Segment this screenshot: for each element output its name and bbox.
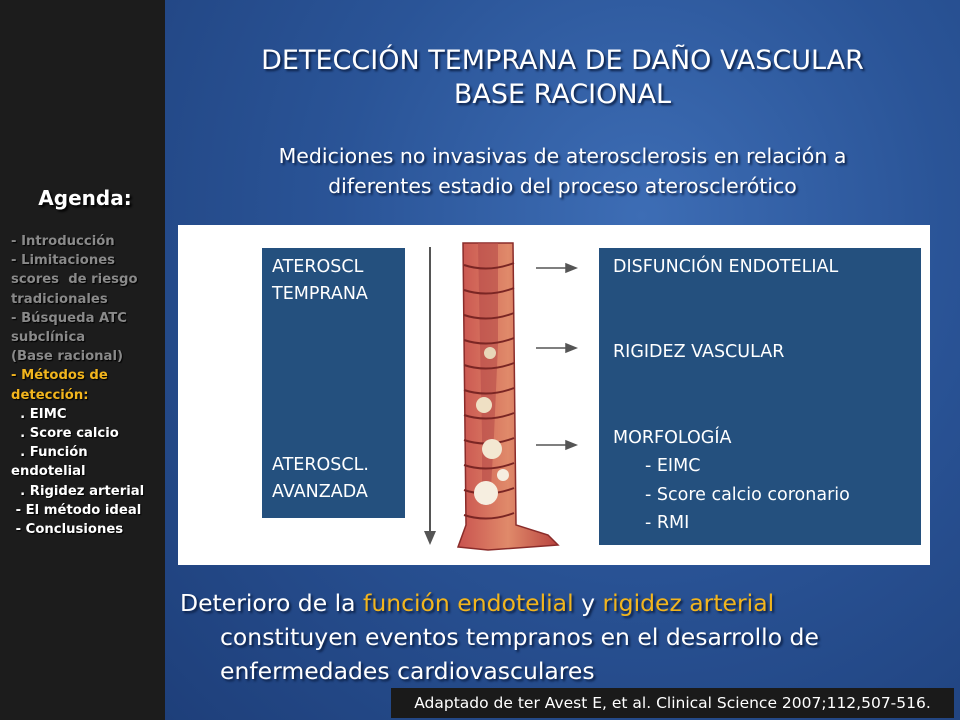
methods-box	[599, 248, 921, 545]
slide-title-line1: DETECCIÓN TEMPRANA DE DAÑO VASCULAR	[261, 45, 864, 76]
agenda-item: . EIMC	[11, 406, 67, 422]
calcium-score-item: - Score calcio coronario	[645, 485, 850, 505]
advanced-stage-label-line1: ATEROSCL.	[272, 455, 369, 475]
progression-illustration	[418, 235, 598, 555]
mri-item: - RMI	[645, 513, 690, 533]
conclusion-line1	[180, 586, 920, 620]
highlight-endothelial-function: función endotelial	[363, 589, 574, 617]
agenda-item: - Introducción	[11, 234, 115, 249]
advanced-stage-label-line2: AVANZADA	[272, 482, 368, 502]
agenda-list	[11, 232, 161, 539]
agenda-item: scores de riesgo	[11, 272, 138, 288]
vascular-stiffness-label: RIGIDEZ VASCULAR	[613, 342, 785, 362]
conclusion-part2: y	[573, 589, 603, 617]
atherosclerosis-figure	[178, 225, 930, 565]
agenda-item: (Base racional)	[11, 349, 123, 365]
conclusion-line2: constituyen eventos tempranos en el desarrollo de	[220, 623, 819, 651]
agenda-item: . Rigidez arterial	[11, 483, 145, 499]
early-stage-label-line2: TEMPRANA	[272, 284, 368, 304]
early-stage-label-line1: ATEROSCL	[272, 257, 364, 277]
agenda-item: - Búsqueda ATC	[11, 310, 127, 326]
conclusion-line3: enfermedades cardiovasculares	[220, 657, 595, 685]
slide-title-line2: BASE RACIONAL	[453, 79, 672, 110]
endothelial-dysfunction-label: DISFUNCIÓN ENDOTELIAL	[613, 257, 839, 277]
progression-arrowhead	[424, 531, 436, 545]
citation: Adaptado de ter Avest E, et al. Clinical Science 2007;112,507-516.	[391, 688, 954, 718]
slide-subtitle-line1: Mediciones no invasivas de aterosclerosis en relación a	[278, 144, 847, 168]
agenda-item: endotelial	[11, 464, 86, 480]
slide-subtitle-line2: diferentes estadio del proceso aterosclerótico	[328, 174, 797, 198]
agenda-item: tradicionales	[11, 291, 108, 307]
agenda-item: . Score calcio	[11, 426, 119, 442]
slide-subtitle	[165, 141, 960, 201]
stage-box	[262, 248, 405, 518]
agenda-item: subclínica	[11, 330, 86, 346]
agenda-sidebar	[0, 0, 165, 720]
agenda-item: . Función	[11, 445, 88, 461]
slide-title	[165, 44, 960, 112]
eimc-item: - EIMC	[645, 456, 701, 476]
morphology-label: MORFOLOGÍA	[613, 428, 732, 448]
conclusion-part1: Deterioro de la	[180, 589, 364, 617]
agenda-title: Agenda:	[38, 186, 132, 210]
highlight-arterial-stiffness: rigidez arterial	[602, 589, 775, 617]
agenda-item: - Limitaciones	[11, 253, 116, 269]
agenda-item: - Conclusiones	[11, 522, 124, 538]
pointer-arrows	[536, 264, 576, 449]
agenda-item: - Métodos de	[11, 368, 108, 384]
artery-illustration	[458, 243, 558, 550]
agenda-item: detección:	[11, 387, 89, 403]
conclusion-text	[180, 586, 920, 688]
agenda-item: - El método ideal	[11, 502, 142, 518]
